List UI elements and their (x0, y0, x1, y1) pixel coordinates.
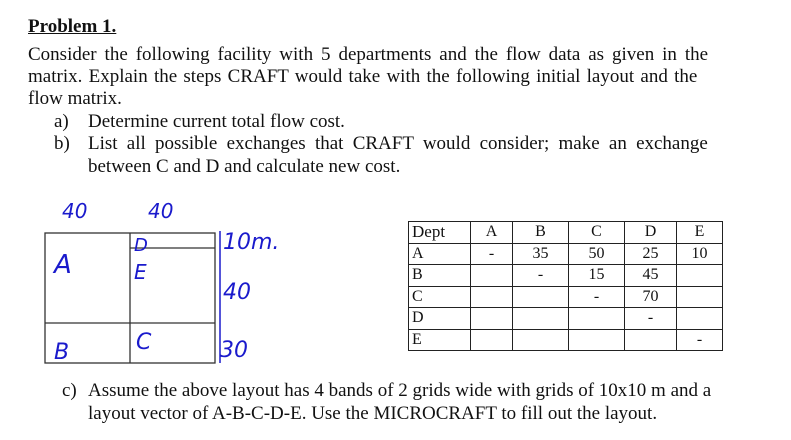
matrix-cell-e-a (471, 329, 513, 351)
matrix-cell-c-d: 70 (625, 286, 677, 308)
question-a-text: Determine current total flow cost. (88, 111, 345, 132)
matrix-cell-a-b: 35 (513, 243, 569, 265)
dept-e-label: E (134, 260, 147, 284)
facility-layout-sketch (30, 195, 300, 375)
height-label-e: 40 (223, 280, 251, 305)
dept-d-label: D (134, 235, 148, 256)
matrix-col-header-b: B (513, 222, 569, 244)
dept-c-label: C (136, 330, 152, 355)
matrix-cell-a-a: - (471, 243, 513, 265)
matrix-cell-d-b (513, 308, 569, 330)
matrix-row-header-d: D (409, 308, 471, 330)
height-label-d: 10m. (223, 230, 280, 255)
matrix-cell-b-e (677, 265, 723, 287)
height-label-bc: 30 (220, 338, 248, 363)
width-label-d: 40 (148, 199, 174, 223)
question-c-text-line-1: Assume the above layout has 4 bands of 2 grids wide with grids of 10x10 m and a (88, 380, 712, 401)
matrix-col-header-e: E (677, 222, 723, 244)
matrix-cell-c-b (513, 286, 569, 308)
matrix-cell-c-c: - (569, 286, 625, 308)
question-c-text-line-2: layout vector of A-B-C-D-E. Use the MICROCRAFT to fill out the layout. (88, 403, 658, 424)
matrix-row-header-a: A (409, 243, 471, 265)
intro-line-1: Consider the following facility with 5 departments and the flow data as given in the (28, 44, 709, 65)
problem-title: Problem 1. (28, 16, 117, 37)
dept-a-label: A (54, 250, 72, 280)
question-b-text-line-2: between C and D and calculate new cost. (88, 156, 401, 177)
question-b-text-line-1: List all possible exchanges that CRAFT would consider; make an exchange (88, 133, 708, 154)
matrix-col-header-d: D (625, 222, 677, 244)
width-label-a: 40 (62, 199, 88, 223)
intro-line-3: flow matrix. (28, 88, 122, 109)
matrix-cell-b-c: 15 (569, 265, 625, 287)
matrix-cell-c-e (677, 286, 723, 308)
flow-matrix-header-row (409, 222, 723, 244)
matrix-cell-e-d (625, 329, 677, 351)
question-c-marker: c) (62, 380, 77, 401)
matrix-row-header-c: C (409, 286, 471, 308)
matrix-cell-b-d: 45 (625, 265, 677, 287)
table-row (409, 308, 723, 330)
dept-b-label: B (54, 340, 70, 365)
matrix-cell-d-d: - (625, 308, 677, 330)
matrix-cell-d-a (471, 308, 513, 330)
matrix-cell-c-a (471, 286, 513, 308)
matrix-cell-a-e: 10 (677, 243, 723, 265)
matrix-cell-d-e (677, 308, 723, 330)
matrix-col-header-a: A (471, 222, 513, 244)
matrix-cell-b-a (471, 265, 513, 287)
table-row (409, 243, 723, 265)
question-b-marker: b) (54, 133, 70, 154)
table-row (409, 329, 723, 351)
matrix-row-header-b: B (409, 265, 471, 287)
matrix-cell-e-c (569, 329, 625, 351)
matrix-cell-e-b (513, 329, 569, 351)
flow-matrix-table (408, 221, 723, 351)
matrix-cell-a-c: 50 (569, 243, 625, 265)
table-row (409, 265, 723, 287)
matrix-corner-header: Dept (409, 222, 471, 244)
matrix-cell-a-d: 25 (625, 243, 677, 265)
table-row (409, 286, 723, 308)
matrix-cell-b-b: - (513, 265, 569, 287)
matrix-row-header-e: E (409, 329, 471, 351)
matrix-col-header-c: C (569, 222, 625, 244)
matrix-cell-e-e: - (677, 329, 723, 351)
matrix-cell-d-c (569, 308, 625, 330)
question-a-marker: a) (54, 111, 69, 132)
intro-line-2: matrix. Explain the steps CRAFT would take with the following initial layout and the (28, 66, 698, 87)
